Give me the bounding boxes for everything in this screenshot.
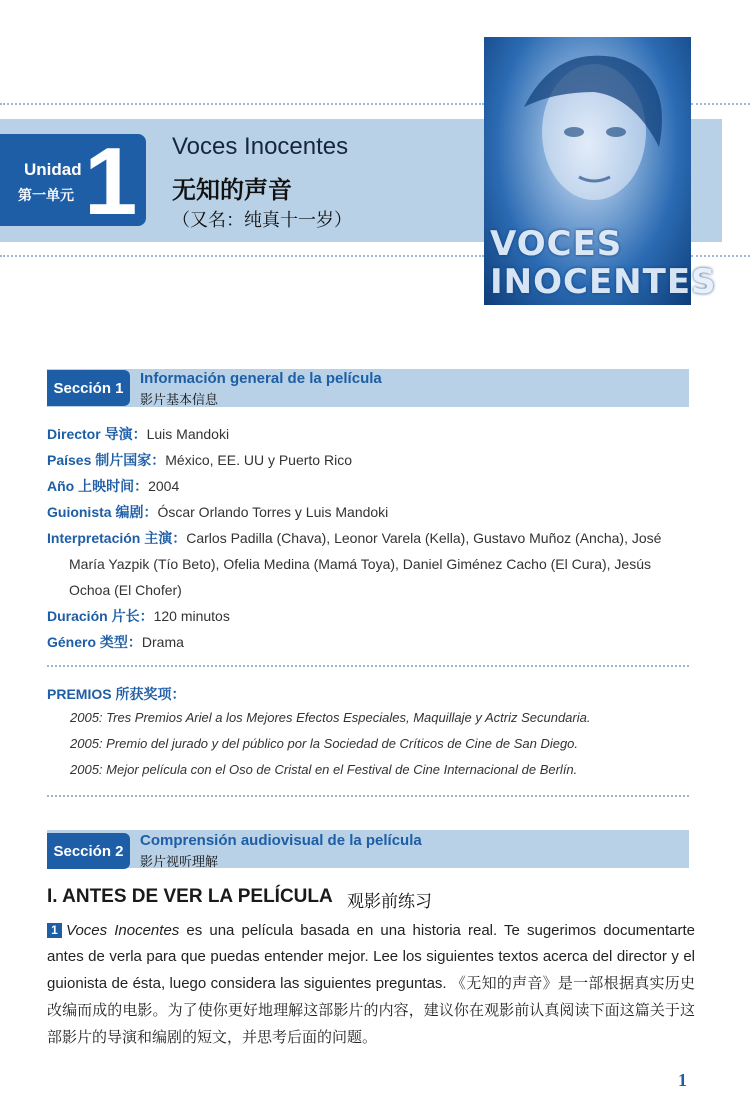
page-number: 1 [678,1070,687,1090]
film-title-italic: Voces Inocentes [66,922,180,939]
awards-title: PREMIOS 所获奖项： [47,686,186,702]
film-info-list [47,421,697,655]
exercise-number-badge: 1 [47,923,62,938]
unit-label-zh: 第一单元 [18,187,74,203]
header-bottom-divider-right [691,255,750,257]
header-top-divider-right [691,103,750,105]
info-genero: Género 类型：Drama [47,634,184,650]
section2-title-es: Comprensión audiovisual de la película [140,832,422,849]
award-item: 2005: Tres Premios Ariel a los Mejores Efectos Especiales, Maquillaje y Actriz Secundaria. [70,710,591,725]
exercise-1-paragraph [47,918,695,1051]
part1-heading-zh: 观影前练习 [347,892,432,912]
section2-badge: Sección 2 [47,833,130,869]
info-ano: Año 上映时间：2004 [47,478,180,494]
awards-bottom-divider [47,795,689,797]
film-poster-image [484,37,717,305]
info-interpretacion-cont-1: María Yazpik (Tío Beto), Ofelia Medina (Mamá Toya), Daniel Giménez Cacho (El Cura), Jesús [69,556,651,572]
film-title-zh: 无知的声音 [172,176,292,204]
info-duracion: Duración 片长：120 minutos [47,608,230,624]
award-item: 2005: Premio del jurado y del público por la Sociedad de Críticos de Cine de San Diego. [70,736,579,751]
award-item: 2005: Mejor película con el Oso de Cristal en el Festival de Cine Internacional de Berlín. [70,762,578,777]
exercise-text-es: es una película basada en una historia real. Te sugerimos documentarte antes de verla para que puedas entender mejor. Lee los siguientes textos acerca del director y el guionista de ésta, luego considera las siguientes preguntas. [47,922,695,992]
film-title-es: Voces Inocentes [172,133,349,160]
poster-title-text: VOCES INOCENTES [490,224,717,302]
info-guionista: Guionista 编剧：Óscar Orlando Torres y Luis Mandoki [47,504,389,520]
section2-title-zh: 影片视听理解 [140,855,219,870]
info-interpretacion-cont-2: Ochoa (El Chofer) [69,582,182,598]
info-director: Director 导演：Luis Mandoki [47,426,230,442]
exercise-text-zh: 《无知的声音》是一部根据真实历史改编而成的电影。为了使你更好地理解这部影片的内容，建议你在观影前认真阅读下面这篇关于这部影片的导演和编剧的短文，并思考后面的问题。 [47,974,695,1046]
part1-heading-es: I. ANTES DE VER LA PELÍCULA [47,886,333,907]
info-paises: Países 制片国家：México, EE. UU y Puerto Rico [47,452,352,468]
unit-label-es: Unidad [24,160,82,179]
film-alt-title: （又名：纯真十一岁） [172,210,352,231]
awards-top-divider [47,665,689,667]
header-bottom-divider [0,255,484,257]
info-interpretacion: Interpretación 主演：Carlos Padilla (Chava), Leonor Varela (Kella), Gustavo Muñoz (Ancha), José [47,530,662,546]
section1-title-zh: 影片基本信息 [140,393,219,408]
unit-number: 1 [84,128,138,235]
header-top-divider [0,103,484,105]
section1-badge: Sección 1 [47,370,130,406]
section1-title-es: Información general de la película [140,370,382,387]
